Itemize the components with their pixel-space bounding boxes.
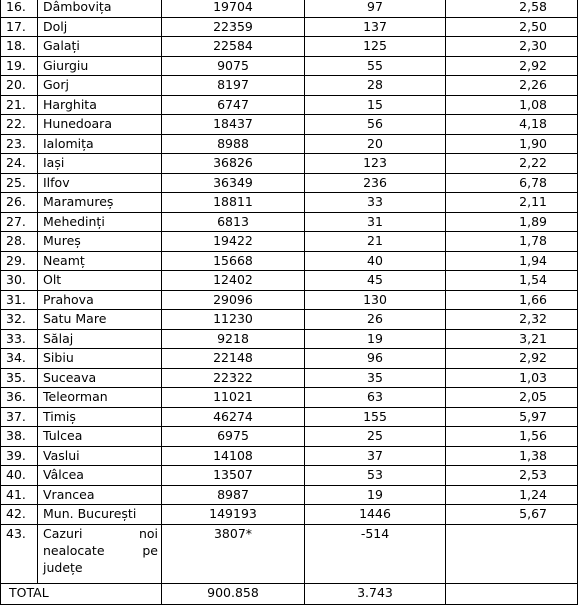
total-cases: 18811 <box>162 193 305 213</box>
county-name: Mureș <box>38 232 162 252</box>
total-cases: 149193 <box>162 505 305 525</box>
new-cases: 33 <box>305 193 446 213</box>
new-cases: 125 <box>305 37 446 57</box>
table-row <box>1 154 578 174</box>
row-index: 18. <box>1 37 38 57</box>
county-name: Harghita <box>38 95 162 115</box>
incidence-rate: 2,11 <box>446 193 578 213</box>
county-name: Timiș <box>38 407 162 427</box>
incidence-rate: 1,90 <box>446 134 578 154</box>
incidence-rate: 2,30 <box>446 37 578 57</box>
incidence-rate: 2,32 <box>446 310 578 330</box>
incidence-rate: 1,78 <box>446 232 578 252</box>
total-cases: 8988 <box>162 134 305 154</box>
county-name: Hunedoara <box>38 115 162 135</box>
incidence-rate: 2,05 <box>446 388 578 408</box>
incidence-rate <box>446 524 578 583</box>
incidence-rate: 1,56 <box>446 427 578 447</box>
county-name: Dolj <box>38 17 162 37</box>
incidence-rate: 1,08 <box>446 95 578 115</box>
total-cases: 11230 <box>162 310 305 330</box>
incidence-rate: 2,92 <box>446 56 578 76</box>
table-row <box>1 173 578 193</box>
county-name: Mun. București <box>38 505 162 525</box>
row-index: 36. <box>1 388 38 408</box>
total-cases: 13507 <box>162 466 305 486</box>
row-index: 27. <box>1 212 38 232</box>
row-index: 35. <box>1 368 38 388</box>
table-row <box>1 329 578 349</box>
total-cases: 8197 <box>162 76 305 96</box>
new-cases: 25 <box>305 427 446 447</box>
row-index: 30. <box>1 271 38 291</box>
table-row <box>1 290 578 310</box>
county-name: Giurgiu <box>38 56 162 76</box>
county-name: Teleorman <box>38 388 162 408</box>
table-row <box>1 466 578 486</box>
new-cases: 137 <box>305 17 446 37</box>
county-name: Neamț <box>38 251 162 271</box>
new-cases: 55 <box>305 56 446 76</box>
total-cases: 9075 <box>162 56 305 76</box>
table-row <box>1 485 578 505</box>
total-new-sum: 3.743 <box>305 583 446 604</box>
new-cases: 20 <box>305 134 446 154</box>
table-row <box>1 0 578 17</box>
new-cases: 63 <box>305 388 446 408</box>
new-cases: 1446 <box>305 505 446 525</box>
total-cases: 6813 <box>162 212 305 232</box>
table-row <box>1 212 578 232</box>
table-row <box>1 232 578 252</box>
county-name: Olt <box>38 271 162 291</box>
row-index: 16. <box>1 0 38 17</box>
total-cases: 14108 <box>162 446 305 466</box>
new-cases: 53 <box>305 466 446 486</box>
incidence-rate: 1,38 <box>446 446 578 466</box>
new-cases: 31 <box>305 212 446 232</box>
county-name: Prahova <box>38 290 162 310</box>
row-index: 43. <box>1 524 38 583</box>
row-index: 23. <box>1 134 38 154</box>
row-index: 24. <box>1 154 38 174</box>
table-row <box>1 505 578 525</box>
table-row <box>1 349 578 369</box>
row-index: 21. <box>1 95 38 115</box>
total-cases: 36826 <box>162 154 305 174</box>
total-cases: 6975 <box>162 427 305 447</box>
total-cases: 12402 <box>162 271 305 291</box>
county-name: Vaslui <box>38 446 162 466</box>
new-cases: 35 <box>305 368 446 388</box>
table-row <box>1 56 578 76</box>
incidence-rate: 1,89 <box>446 212 578 232</box>
new-cases: 26 <box>305 310 446 330</box>
incidence-rate: 1,03 <box>446 368 578 388</box>
table-body <box>1 0 578 524</box>
new-cases: 56 <box>305 115 446 135</box>
total-cases: 22148 <box>162 349 305 369</box>
total-cases: 19422 <box>162 232 305 252</box>
incidence-rate: 4,18 <box>446 115 578 135</box>
county-name: Dâmbovița <box>38 0 162 17</box>
table-row <box>1 251 578 271</box>
incidence-rate: 3,21 <box>446 329 578 349</box>
county-name: Tulcea <box>38 427 162 447</box>
total-cases: 29096 <box>162 290 305 310</box>
row-index: 34. <box>1 349 38 369</box>
total-cases: 18437 <box>162 115 305 135</box>
table-row <box>1 407 578 427</box>
incidence-rate: 1,54 <box>446 271 578 291</box>
incidence-rate: 2,58 <box>446 0 578 17</box>
new-cases: 15 <box>305 95 446 115</box>
table-row <box>1 388 578 408</box>
new-cases: 21 <box>305 232 446 252</box>
total-cases: 46274 <box>162 407 305 427</box>
table-row <box>1 134 578 154</box>
row-index: 17. <box>1 17 38 37</box>
new-cases: 236 <box>305 173 446 193</box>
incidence-rate: 1,94 <box>446 251 578 271</box>
row-index: 33. <box>1 329 38 349</box>
table-row <box>1 427 578 447</box>
county-name: Sibiu <box>38 349 162 369</box>
row-index: 38. <box>1 427 38 447</box>
incidence-rate: 2,26 <box>446 76 578 96</box>
new-cases: 19 <box>305 329 446 349</box>
incidence-rate: 5,97 <box>446 407 578 427</box>
table-row-unallocated <box>1 524 578 583</box>
row-index: 29. <box>1 251 38 271</box>
county-name: Gorj <box>38 76 162 96</box>
new-cases: 19 <box>305 485 446 505</box>
incidence-rate: 5,67 <box>446 505 578 525</box>
total-cases: 11021 <box>162 388 305 408</box>
total-label: TOTAL <box>1 583 162 604</box>
total-cases: 3807* <box>162 524 305 583</box>
total-cases: 22584 <box>162 37 305 57</box>
new-cases: 45 <box>305 271 446 291</box>
county-name: Ialomița <box>38 134 162 154</box>
county-name: Mehedinți <box>38 212 162 232</box>
new-cases: -514 <box>305 524 446 583</box>
new-cases: 97 <box>305 0 446 17</box>
row-index: 31. <box>1 290 38 310</box>
incidence-rate: 1,66 <box>446 290 578 310</box>
row-index: 26. <box>1 193 38 213</box>
total-cases: 36349 <box>162 173 305 193</box>
total-cases: 6747 <box>162 95 305 115</box>
incidence-rate: 2,22 <box>446 154 578 174</box>
new-cases: 37 <box>305 446 446 466</box>
county-name: Suceava <box>38 368 162 388</box>
row-index: 37. <box>1 407 38 427</box>
table-row <box>1 95 578 115</box>
row-index: 25. <box>1 173 38 193</box>
row-index: 41. <box>1 485 38 505</box>
table-row <box>1 271 578 291</box>
row-index: 28. <box>1 232 38 252</box>
table-row <box>1 37 578 57</box>
row-index: 22. <box>1 115 38 135</box>
county-name: Ilfov <box>38 173 162 193</box>
county-name: Iași <box>38 154 162 174</box>
county-name: Cazuri noi nealocate pe județe <box>38 524 162 583</box>
county-name: Satu Mare <box>38 310 162 330</box>
new-cases: 96 <box>305 349 446 369</box>
total-cases: 19704 <box>162 0 305 17</box>
row-index: 42. <box>1 505 38 525</box>
total-cases: 8987 <box>162 485 305 505</box>
county-name: Vrancea <box>38 485 162 505</box>
new-cases: 130 <box>305 290 446 310</box>
table-row <box>1 193 578 213</box>
incidence-rate: 1,24 <box>446 485 578 505</box>
table-row <box>1 446 578 466</box>
total-cases: 22359 <box>162 17 305 37</box>
county-name: Sălaj <box>38 329 162 349</box>
incidence-rate: 2,92 <box>446 349 578 369</box>
table-row <box>1 368 578 388</box>
new-cases: 155 <box>305 407 446 427</box>
new-cases: 28 <box>305 76 446 96</box>
total-cases: 22322 <box>162 368 305 388</box>
table-row <box>1 115 578 135</box>
row-index: 20. <box>1 76 38 96</box>
table-row <box>1 76 578 96</box>
county-name: Maramureș <box>38 193 162 213</box>
new-cases: 40 <box>305 251 446 271</box>
total-cases-sum: 900.858 <box>162 583 305 604</box>
incidence-rate: 2,50 <box>446 17 578 37</box>
table-row <box>1 310 578 330</box>
county-name: Vâlcea <box>38 466 162 486</box>
row-index: 39. <box>1 446 38 466</box>
row-index: 40. <box>1 466 38 486</box>
row-index: 32. <box>1 310 38 330</box>
total-cases: 15668 <box>162 251 305 271</box>
total-rate <box>446 583 578 604</box>
incidence-rate: 2,53 <box>446 466 578 486</box>
county-name: Galați <box>38 37 162 57</box>
total-cases: 9218 <box>162 329 305 349</box>
row-index: 19. <box>1 56 38 76</box>
incidence-rate: 6,78 <box>446 173 578 193</box>
new-cases: 123 <box>305 154 446 174</box>
table-row <box>1 17 578 37</box>
table-row-total <box>1 583 578 604</box>
